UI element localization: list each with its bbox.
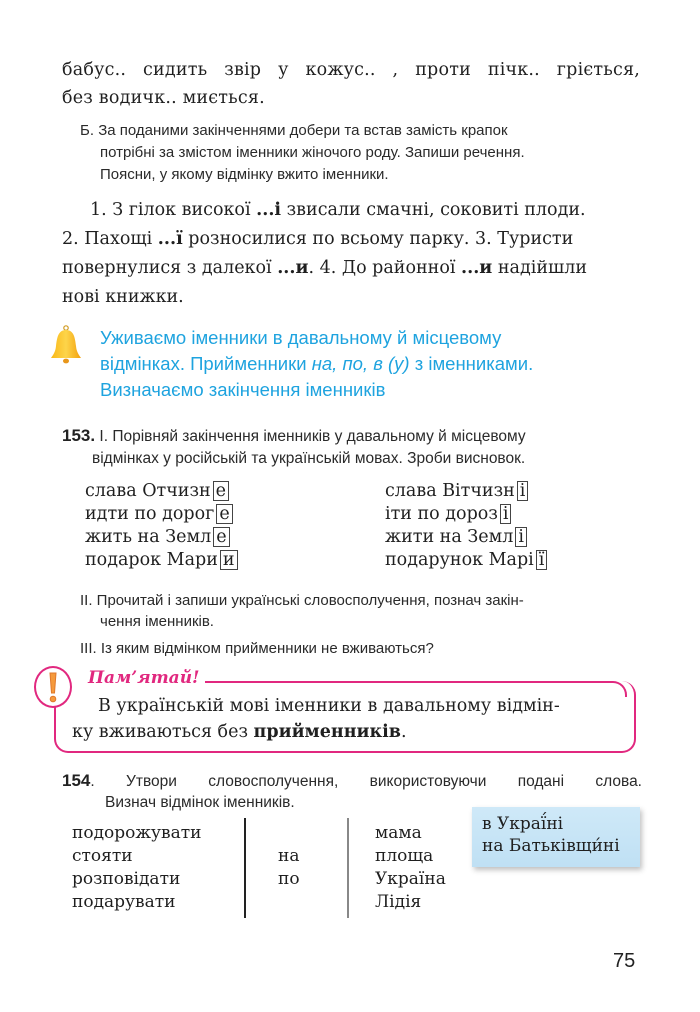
column-divider xyxy=(347,818,349,918)
prepositions: на, по, в (у) xyxy=(311,353,410,374)
lesson-topic xyxy=(100,325,660,403)
ex154-line-2: Визнач відмінок іменників. xyxy=(105,794,295,811)
column-divider xyxy=(244,818,246,918)
phrase-row xyxy=(85,503,238,526)
preposition-item: по xyxy=(278,869,300,889)
russian-phrases xyxy=(85,480,238,572)
text: звисали смачні, соковиті плоди. xyxy=(281,200,586,220)
text: з іменниками. xyxy=(409,353,534,374)
ending-box: е xyxy=(213,481,229,501)
ending-box: і xyxy=(515,527,527,547)
text: 2. Пахощі xyxy=(62,229,158,249)
rule-line-2 xyxy=(72,719,617,745)
task-b-line-3: Поясни, у якому відмінку вжито іменники. xyxy=(100,166,389,183)
sentence-line-1 xyxy=(62,196,640,225)
phrase-row xyxy=(385,549,547,572)
ending-box: ї xyxy=(536,550,548,570)
hint-line: в Украї́ні xyxy=(482,814,564,834)
page-number: 75 xyxy=(613,950,636,972)
text: 1. З гілок високої xyxy=(90,200,257,220)
remember-rule xyxy=(72,693,617,745)
text: . Утвори словосполучення, використовуючи подані слова. xyxy=(90,773,642,790)
ending-hint: ...и xyxy=(461,258,493,278)
ex153-task-2 xyxy=(80,590,640,632)
ending-hint: ...и xyxy=(277,258,309,278)
noun-item: площа xyxy=(375,846,434,866)
prepositions-column xyxy=(278,845,300,891)
verb-item: стояти xyxy=(72,846,133,866)
exercise-153-instructions xyxy=(62,425,642,470)
ending-box: і xyxy=(517,481,529,501)
noun-item: Лідія xyxy=(375,892,422,912)
ex153-line-2: відмінках у російській та українській мовах. Зроби висновок. xyxy=(92,450,526,467)
task-b-instructions xyxy=(80,120,644,186)
task-b-sentences xyxy=(62,196,640,312)
text: повернулися з далекої xyxy=(62,258,278,278)
phrase-row xyxy=(385,480,547,503)
text: відмінках. Прийменники xyxy=(100,353,312,374)
poem-line-1: бабус.. сидить звір у кожус.. , проти пічк.. гріється, xyxy=(62,60,640,80)
bell-icon xyxy=(48,324,84,364)
ending-box: е xyxy=(213,527,229,547)
task2-line-1: II. Прочитай і запиши українські словосполучення, познач закін- xyxy=(80,592,524,609)
preposition-item: на xyxy=(278,846,300,866)
topic-line-2 xyxy=(100,351,660,377)
poem-line-2: без водичк.. миється. xyxy=(62,88,265,108)
nouns-column xyxy=(375,822,446,914)
text: розносилися по всьому парку. 3. Туристи xyxy=(182,229,574,249)
phrase-row xyxy=(85,480,238,503)
text: ку вживаються без xyxy=(72,722,254,742)
phrase-stem: подарок Мари xyxy=(85,550,218,570)
text: . xyxy=(400,722,407,742)
ex154-line-1 xyxy=(62,770,642,792)
exclamation-icon xyxy=(34,666,72,708)
phrase-row xyxy=(385,503,547,526)
task-b-line-1: За поданими закінченнями добери та встав замість крапок xyxy=(98,122,508,139)
sentence-line-3 xyxy=(62,254,640,283)
topic-line-1: Уживаємо іменники в давальному й місцевому xyxy=(100,327,502,348)
emphasis: прийменників xyxy=(253,722,401,742)
noun-item: Україна xyxy=(375,869,446,889)
topic-line-3: Визначаємо закінчення іменників xyxy=(100,379,386,400)
ending-box: е xyxy=(216,504,232,524)
verb-item: подарувати xyxy=(72,892,176,912)
text: . 4. До районної xyxy=(308,258,462,278)
exercise-number: 153. xyxy=(62,426,96,445)
verb-item: подорожувати xyxy=(72,823,202,843)
phrase-row xyxy=(385,526,547,549)
phrase-stem: жити на Земл xyxy=(385,527,514,547)
ex153-task-3: III. Із яким відмінком прийменники не вживаються? xyxy=(80,640,434,657)
phrase-row xyxy=(85,549,238,572)
phrase-stem: слава Вітчизн xyxy=(385,481,515,501)
stress-hint-box xyxy=(472,807,640,867)
verb-item: розповідати xyxy=(72,869,181,889)
remember-title: Пам’ятай! xyxy=(88,668,200,688)
phrase-stem: жить на Земл xyxy=(85,527,212,547)
task-b-label: Б. xyxy=(80,122,95,139)
ending-hint: ...ї xyxy=(157,229,183,249)
text: надійшли xyxy=(492,258,588,278)
ending-hint: ...і xyxy=(256,200,282,220)
verbs-column xyxy=(72,822,201,914)
ukrainian-phrases xyxy=(385,480,547,572)
phrase-row xyxy=(85,526,238,549)
poem-fragment xyxy=(62,56,640,112)
noun-item: мама xyxy=(375,823,422,843)
exercise-number: 154 xyxy=(62,771,91,790)
sentence-line-4: нові книжки. xyxy=(62,287,184,307)
phrase-stem: идти по дорог xyxy=(85,504,215,524)
rule-line-1: В українській мові іменники в давальному відмін- xyxy=(98,696,560,716)
sentence-line-2 xyxy=(62,225,640,254)
phrase-stem: слава Отчизн xyxy=(85,481,211,501)
task2-line-2: чення іменників. xyxy=(100,613,214,630)
ending-box: и xyxy=(220,550,238,570)
phrase-stem: подарунок Марі xyxy=(385,550,534,570)
ending-box: і xyxy=(500,504,512,524)
task-b-line-2: потрібні за змістом іменники жіночого роду. Запиши речення. xyxy=(100,144,525,161)
hint-line: на Батьківщи́ні xyxy=(482,836,620,856)
phrase-stem: іти по дороз xyxy=(385,504,498,524)
ex153-line-1: I. Порівняй закінчення іменників у давальному й місцевому xyxy=(99,428,526,445)
